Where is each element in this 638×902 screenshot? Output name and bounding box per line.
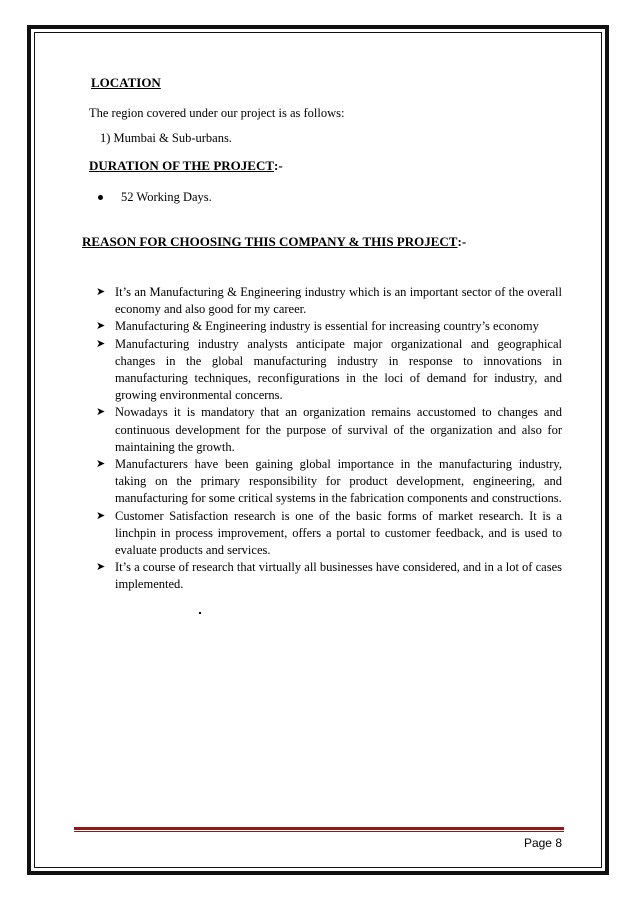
reason-heading	[82, 234, 466, 250]
reason-item-7	[96, 559, 562, 593]
reason-item-1	[96, 284, 562, 318]
duration-item-1	[98, 190, 212, 205]
reason-heading-text: REASON FOR CHOOSING THIS COMPANY & THIS PROJECT	[82, 234, 458, 249]
location-heading: LOCATION	[91, 75, 161, 90]
arrow-bullet-icon: ➤	[96, 458, 106, 471]
location-intro: The region covered under our project is as follows:	[89, 106, 345, 120]
footer-rule	[74, 827, 564, 830]
reason-item-6	[96, 508, 562, 560]
reason-item-text: Manufacturing & Engineering industry is essential for increasing country’s economy	[115, 319, 539, 334]
reason-item-3	[96, 336, 562, 405]
reason-item-5	[96, 456, 562, 508]
duration-heading	[89, 158, 283, 174]
location-item-1: 1) Mumbai & Sub-urbans.	[100, 131, 232, 145]
arrow-bullet-icon: ➤	[96, 406, 106, 419]
arrow-bullet-icon: ➤	[96, 320, 106, 333]
duration-item-text: 52 Working Days.	[121, 190, 212, 204]
arrow-bullet-icon: ➤	[96, 561, 106, 574]
duration-heading-text: DURATION OF THE PROJECT	[89, 158, 275, 173]
arrow-bullet-icon: ➤	[96, 337, 106, 350]
reason-item-text: Manufacturers have been gaining global importance in the manufacturing industry, taking on the primary responsibility for product development, engineering, and manufacturing for some critical systems in the fabrication components and constructions.	[115, 457, 562, 506]
reason-item-4	[96, 404, 562, 456]
reason-item-text: It’s a course of research that virtually all businesses have considered, and in a lot of cases implemented.	[115, 560, 562, 592]
reason-item-text: It’s an Manufacturing & Engineering industry which is an important sector of the overall economy and also good for my career.	[115, 285, 562, 317]
page-number: Page 8	[523, 836, 562, 850]
reason-item-2	[96, 318, 562, 335]
duration-heading-suffix: :-	[274, 158, 283, 173]
reason-item-text: Manufacturing industry analysts anticipate major organizational and geographical changes in the global manufacturing industry in response to innovations in manufacturing techniques, reconfigurations in the loci of demand for industry, and growing environmental concerns.	[115, 336, 562, 403]
reasons-list	[96, 284, 562, 594]
stray-dot	[199, 612, 201, 614]
bullet-dot-icon	[98, 195, 103, 200]
arrow-bullet-icon: ➤	[96, 509, 106, 522]
reason-item-text: Nowadays it is mandatory that an organization remains accustomed to changes and continuous development for the purpose of survival of the organization and also for maintaining the growth.	[115, 405, 562, 454]
arrow-bullet-icon: ➤	[96, 286, 106, 298]
reason-heading-suffix: :-	[457, 234, 467, 249]
reason-item-text: Customer Satisfaction research is one of the basic forms of market research. It is a linchpin in process improvement, offers a portal to customer feedback, and is used to evaluate products and services.	[115, 508, 562, 558]
footer-rule-thin	[74, 831, 564, 832]
